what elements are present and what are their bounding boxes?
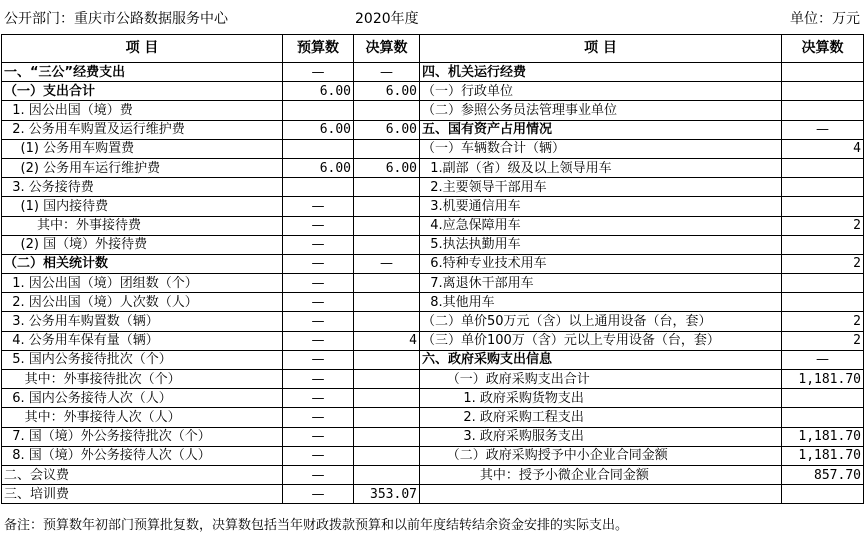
cell-final2 — [782, 485, 864, 504]
cell-budget: — — [283, 485, 354, 504]
cell-final2 — [782, 178, 864, 197]
table-row — [2, 101, 864, 120]
cell-item: 7. 国（境）外公务接待批次（个） — [2, 427, 283, 446]
cell-final2: — — [782, 120, 864, 139]
cell-item2: （一）车辆数合计（辆） — [420, 139, 782, 158]
cell-item: 2. 公务用车购置及运行维护费 — [2, 120, 283, 139]
cell-final: 4 — [354, 331, 420, 350]
unit-label: 单位：万元 — [790, 11, 860, 27]
table-row — [2, 408, 864, 427]
cell-budget: — — [283, 274, 354, 293]
cell-item2: 4.应急保障用车 — [420, 216, 782, 235]
cell-item: 4. 公务用车保有量（辆） — [2, 331, 283, 350]
cell-budget: 6.00 — [283, 120, 354, 139]
cell-item: 一、“三公”经费支出 — [2, 63, 283, 82]
cell-budget: 6.00 — [283, 82, 354, 101]
table-row — [2, 427, 864, 446]
cell-budget: — — [283, 293, 354, 312]
col-header-item2: 项 目 — [420, 35, 782, 63]
cell-budget: — — [283, 331, 354, 350]
cell-budget — [283, 139, 354, 158]
col-header-final2: 决算数 — [782, 35, 864, 63]
table-row — [2, 235, 864, 254]
year-label: 2020年度 — [355, 11, 419, 27]
table-row — [2, 446, 864, 465]
cell-final — [354, 216, 420, 235]
table-row — [2, 485, 864, 504]
cell-item: 6. 国内公务接待人次（人） — [2, 389, 283, 408]
cell-final — [354, 197, 420, 216]
cell-final2 — [782, 389, 864, 408]
cell-item: (1) 公务用车购置费 — [2, 139, 283, 158]
cell-item2: 3. 政府采购服务支出 — [420, 427, 782, 446]
cell-final: 353.07 — [354, 485, 420, 504]
cell-final — [354, 139, 420, 158]
cell-item2: 2. 政府采购工程支出 — [420, 408, 782, 427]
cell-final — [354, 274, 420, 293]
cell-final2: 2 — [782, 254, 864, 273]
cell-budget: — — [283, 63, 354, 82]
cell-item2: 其中：授予小微企业合同金额 — [420, 465, 782, 484]
cell-item2: 四、机关运行经费 — [420, 63, 782, 82]
cell-item: (1) 国内接待费 — [2, 197, 283, 216]
cell-item2: （二）政府采购授予中小企业合同金额 — [420, 446, 782, 465]
cell-item2: （三）单价100万（含）元以上专用设备（台，套） — [420, 331, 782, 350]
cell-item2: 7.离退休干部用车 — [420, 274, 782, 293]
cell-final: — — [354, 254, 420, 273]
table-row — [2, 350, 864, 369]
cell-final — [354, 293, 420, 312]
cell-final2: 857.70 — [782, 465, 864, 484]
cell-final — [354, 101, 420, 120]
cell-budget: 6.00 — [283, 158, 354, 177]
cell-budget: — — [283, 446, 354, 465]
table-row — [2, 370, 864, 389]
cell-final2: 2 — [782, 331, 864, 350]
cell-budget — [283, 178, 354, 197]
cell-item: 3. 公务用车购置数（辆） — [2, 312, 283, 331]
table-row — [2, 82, 864, 101]
cell-item2: 6.特种专业技术用车 — [420, 254, 782, 273]
cell-budget: — — [283, 216, 354, 235]
table-row — [2, 178, 864, 197]
cell-budget: — — [283, 197, 354, 216]
cell-item2: 8.其他用车 — [420, 293, 782, 312]
cell-item: 其中：外事接待批次（个） — [2, 370, 283, 389]
footnote: 备注：预算数年初部门预算批复数，决算数包括当年财政拨款预算和以前年度结转结余资金安排的实际支出。 — [4, 518, 629, 533]
cell-final — [354, 408, 420, 427]
table-row — [2, 465, 864, 484]
cell-final — [354, 370, 420, 389]
cell-budget: — — [283, 254, 354, 273]
cell-final2 — [782, 408, 864, 427]
cell-item: (2) 国（境）外接待费 — [2, 235, 283, 254]
cell-item: 8. 国（境）外公务接待人次（人） — [2, 446, 283, 465]
cell-final2: 4 — [782, 139, 864, 158]
cell-item: 1. 因公出国（境）团组数（个） — [2, 274, 283, 293]
cell-final: 6.00 — [354, 120, 420, 139]
cell-item: 2. 因公出国（境）人次数（人） — [2, 293, 283, 312]
table-row — [2, 63, 864, 82]
cell-final2 — [782, 293, 864, 312]
cell-item2: 3.机要通信用车 — [420, 197, 782, 216]
table-row — [2, 331, 864, 350]
cell-item2: 1. 政府采购货物支出 — [420, 389, 782, 408]
cell-item2: （二）参照公务员法管理事业单位 — [420, 101, 782, 120]
cell-item2: 1.副部（省）级及以上领导用车 — [420, 158, 782, 177]
cell-item: (2) 公务用车运行维护费 — [2, 158, 283, 177]
cell-budget: — — [283, 312, 354, 331]
cell-item: （二）相关统计数 — [2, 254, 283, 273]
cell-final — [354, 235, 420, 254]
report-header — [0, 0, 864, 34]
cell-item2 — [420, 485, 782, 504]
cell-item: 其中：外事接待人次（人） — [2, 408, 283, 427]
col-header-item: 项 目 — [2, 35, 283, 63]
cell-final2 — [782, 63, 864, 82]
cell-final: 6.00 — [354, 82, 420, 101]
cell-budget: — — [283, 465, 354, 484]
cell-budget: — — [283, 235, 354, 254]
cell-item2: 2.主要领导干部用车 — [420, 178, 782, 197]
cell-budget: — — [283, 408, 354, 427]
table-row — [2, 158, 864, 177]
cell-item: 其中：外事接待费 — [2, 216, 283, 235]
cell-final2: 2 — [782, 216, 864, 235]
cell-item: 5. 国内公务接待批次（个） — [2, 350, 283, 369]
cell-item: 三、培训费 — [2, 485, 283, 504]
cell-item: 3. 公务接待费 — [2, 178, 283, 197]
col-header-budget: 预算数 — [283, 35, 354, 63]
cell-final — [354, 350, 420, 369]
department-label: 公开部门：重庆市公路数据服务中心 — [4, 11, 228, 27]
cell-item: 二、会议费 — [2, 465, 283, 484]
cell-final: 6.00 — [354, 158, 420, 177]
cell-final2: 1,181.70 — [782, 446, 864, 465]
cell-final2: 2 — [782, 312, 864, 331]
cell-final2 — [782, 158, 864, 177]
cell-final — [354, 312, 420, 331]
cell-final2: 1,181.70 — [782, 370, 864, 389]
cell-final — [354, 446, 420, 465]
cell-item: 1. 因公出国（境）费 — [2, 101, 283, 120]
expenditure-table — [1, 34, 864, 504]
table-row — [2, 389, 864, 408]
cell-final2 — [782, 101, 864, 120]
cell-item: （一）支出合计 — [2, 82, 283, 101]
cell-final2 — [782, 274, 864, 293]
cell-final2: — — [782, 350, 864, 369]
table-row — [2, 274, 864, 293]
table-row — [2, 216, 864, 235]
cell-budget: — — [283, 350, 354, 369]
cell-item2: 5.执法执勤用车 — [420, 235, 782, 254]
table-row — [2, 254, 864, 273]
col-header-final: 决算数 — [354, 35, 420, 63]
cell-final — [354, 465, 420, 484]
cell-final — [354, 427, 420, 446]
cell-final: — — [354, 63, 420, 82]
cell-final — [354, 389, 420, 408]
cell-budget: — — [283, 389, 354, 408]
cell-budget — [283, 101, 354, 120]
cell-final2 — [782, 235, 864, 254]
table-row — [2, 139, 864, 158]
table-row — [2, 293, 864, 312]
table-row — [2, 197, 864, 216]
cell-item2: （一）行政单位 — [420, 82, 782, 101]
cell-final2 — [782, 197, 864, 216]
table-header-row — [2, 35, 864, 63]
cell-item2: （一）政府采购支出合计 — [420, 370, 782, 389]
cell-item2: 六、政府采购支出信息 — [420, 350, 782, 369]
table-row — [2, 312, 864, 331]
cell-final — [354, 178, 420, 197]
cell-final2 — [782, 82, 864, 101]
table-row — [2, 120, 864, 139]
cell-final2: 1,181.70 — [782, 427, 864, 446]
cell-item2: 五、国有资产占用情况 — [420, 120, 782, 139]
cell-item2: （二）单价50万元（含）以上通用设备（台，套） — [420, 312, 782, 331]
cell-budget: — — [283, 427, 354, 446]
cell-budget: — — [283, 370, 354, 389]
